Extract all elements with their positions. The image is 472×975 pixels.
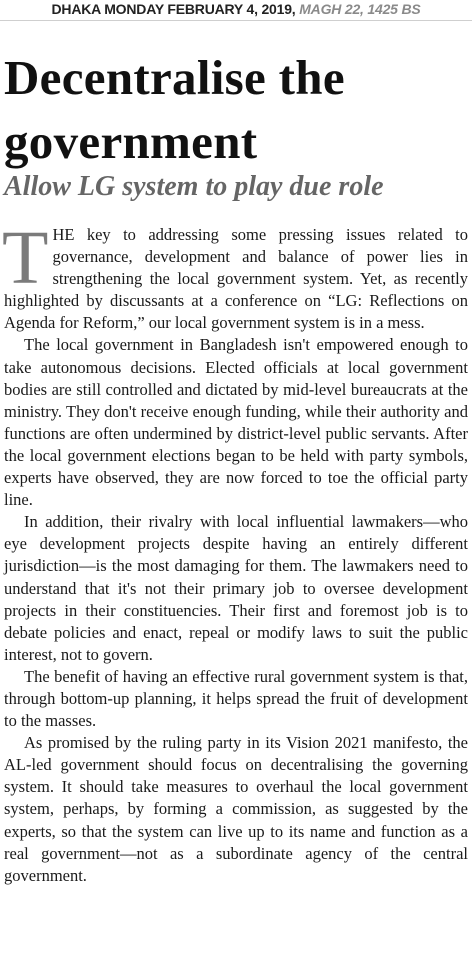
paragraph-2: The local government in Bangladesh isn't empowered enough to take autonomous decisions. Elected officials at local government bodies are still controlled and dictated by mid-level bureaucrats at the ministry. They don't receive enough funding, while their authority and functions are often undermined by district-level public servants. After the local government elections began to be held with party symbols, experts have observed, they are now forced to toe the official party line. [4, 335, 468, 510]
paragraph-lead-text: HE key to addressing some pressing issues related to governance, development and balance of power lies in strengthening the local government system. Yet, as recently highlighted by discussants at a conference on “LG: Reflections on Agenda for Reform,” our local government system is in a mess. [4, 225, 468, 333]
dateline [0, 0, 472, 21]
headline: Decentralise the government [4, 50, 345, 169]
paragraph-3: In addition, their rivalry with local influential lawmakers—who eye development projects despite having an entirely different jurisdiction—is the most damaging for them. The lawmakers need to understand that it's not their primary job to oversee development projects in their constituencies. Their first and foremost job is to debate policies and enact, repeal or modify laws to suit the public interest, not to govern. [4, 512, 468, 664]
paragraph-lead [2, 216, 468, 334]
drop-cap: T [2, 216, 49, 300]
subheadline: Allow LG system to play due role [4, 171, 384, 202]
paragraph-4: The benefit of having an effective rural government system is that, through bottom-up planning, it helps spread the fruit of development to the masses. [4, 666, 468, 731]
article-body [2, 216, 468, 887]
dateline-date: DHAKA MONDAY FEBRUARY 4, 2019, [51, 1, 296, 17]
paragraph-5: As promised by the ruling party in its Vision 2021 manifesto, the AL-led government should focus on decentralising the governing system. It should take measures to overhaul the local government system, perhaps, by forming a commission, as suggested by the experts, so that the system can live up to its name and function as a real government—not as a subordinate agency of the central government. [4, 733, 468, 885]
dateline-bangla-date: MAGH 22, 1425 BS [299, 1, 421, 17]
